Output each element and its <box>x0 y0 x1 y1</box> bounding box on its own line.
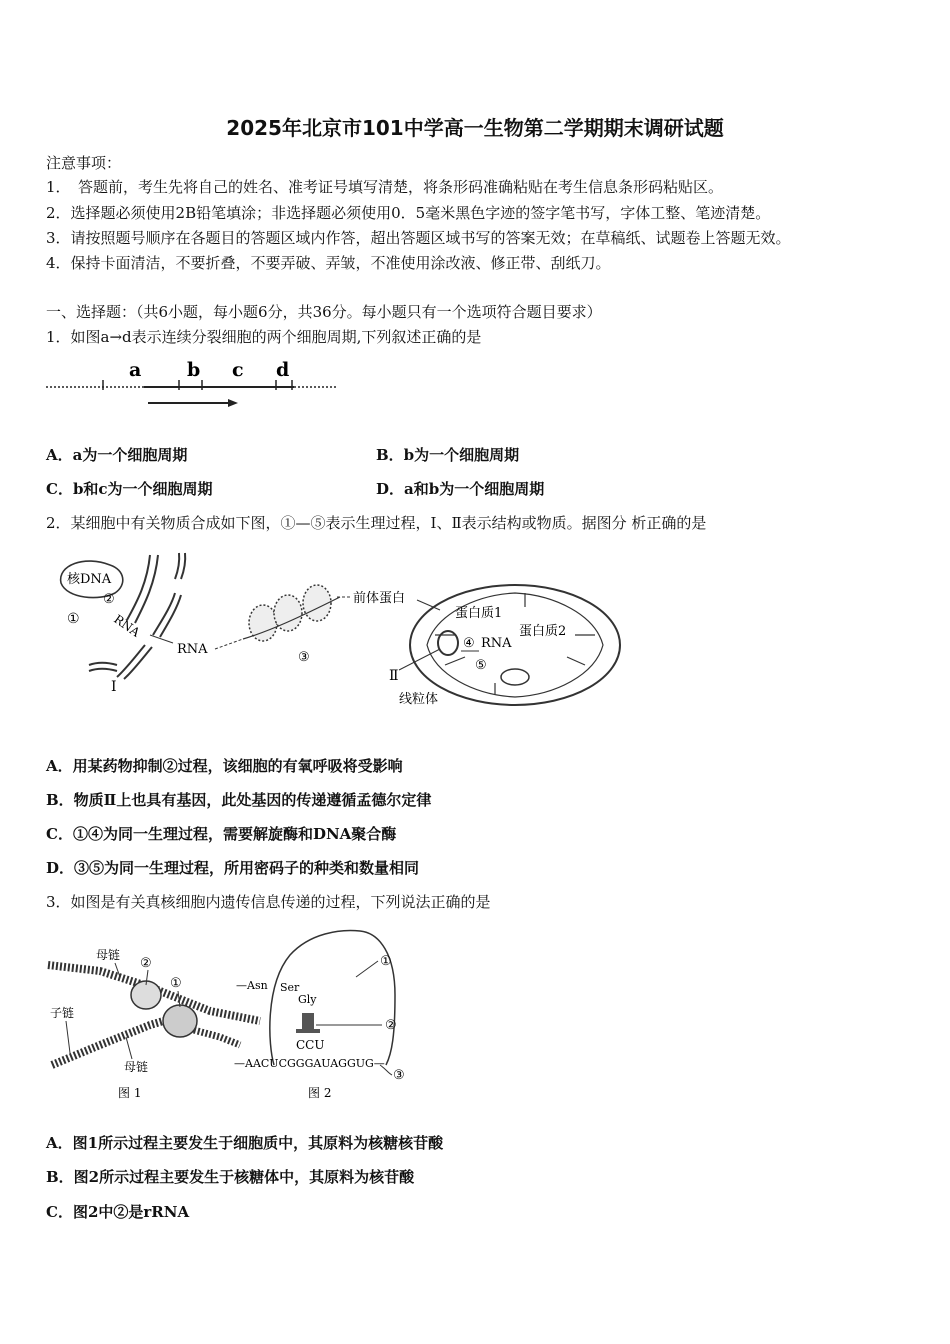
gene-expression-figure <box>40 925 420 1105</box>
label-rna-c: RNA <box>481 636 512 651</box>
notice-item: 1． 答题前，考生先将自己的姓名、准考证号填写清楚，将条形码准确粘贴在考生信息条形码粘贴区。 <box>46 178 724 196</box>
label-process-4: ④ <box>463 636 475 651</box>
question-1-stem: 1．如图a→d表示连续分裂细胞的两个细胞周期,下列叙述正确的是 <box>46 328 482 346</box>
fig2-label-3: ③ <box>393 1068 405 1083</box>
label-b: b <box>187 359 201 381</box>
notice-heading: 注意事项： <box>46 154 122 172</box>
label-nuclear-dna: 核DNA <box>67 572 112 587</box>
notice-item: 2．选择题必须使用2B铅笔填涂；非选择题必须使用0．5毫米黑色字迹的签字笔书写，字体工整、笔迹清楚。 <box>46 204 771 222</box>
label-a: a <box>129 359 142 381</box>
label-structure-ii: Ⅱ <box>389 668 399 684</box>
label-process-5: ⑤ <box>475 658 487 673</box>
notice-item: 4．保持卡面清洁，不要折叠，不要弄破、弄皱，不准使用涂改液、修正带、刮纸刀。 <box>46 254 611 272</box>
label-mrna-sequence: —AACUCGGGAUAGGUG— <box>234 1057 385 1070</box>
label-ser: Ser <box>280 981 300 994</box>
label-process-2: ② <box>103 592 115 607</box>
label-protein-1: 蛋白质1 <box>455 606 503 621</box>
label-mitochondrion: 线粒体 <box>399 692 439 707</box>
label-structure-i: Ⅰ <box>111 679 117 695</box>
section-heading: 一、选择题：（共6小题，每小题6分，共36分。每小题只有一个选项符合题目要求） <box>46 303 602 321</box>
label-circle-1: ① <box>170 976 182 991</box>
fig2-label-2: ② <box>385 1018 397 1033</box>
label-c: c <box>232 359 244 381</box>
label-rna-a: RNA <box>111 611 143 640</box>
notice-item: 3．请按照题号顺序在各题目的答题区域内作答，超出答题区域书写的答案无效；在草稿纸、试题卷上答题无效。 <box>46 229 791 247</box>
q3-option-a[interactable]: A．图1所示过程主要发生于细胞质中，其原料为核糖核苷酸 <box>46 1134 444 1152</box>
protein-synthesis-figure <box>55 545 625 715</box>
label-ccu: CCU <box>296 1038 325 1052</box>
label-process-3: ③ <box>298 650 310 665</box>
q1-option-a[interactable]: A．a为一个细胞周期 <box>46 446 188 464</box>
page-title: 2025年北京市101中学高一生物第二学期期末调研试题 <box>226 116 724 140</box>
label-asn: —Asn <box>236 979 268 992</box>
question-2-stem: 2．某细胞中有关物质合成如下图，①—⑤表示生理过程，Ⅰ、Ⅱ表示结构或物质。据图分 析正确的是 <box>46 514 707 532</box>
fig2-label-1: ① <box>380 954 392 969</box>
q1-option-d[interactable]: D．a和b为一个细胞周期 <box>376 480 545 498</box>
q3-option-b[interactable]: B．图2所示过程主要发生于核糖体中，其原料为核苷酸 <box>46 1168 415 1186</box>
label-d: d <box>276 359 290 381</box>
label-rna-b: RNA <box>177 642 208 657</box>
label-circle-2: ② <box>140 956 152 971</box>
label-precursor: 前体蛋白 <box>353 591 406 606</box>
fig1-caption: 图 1 <box>118 1086 142 1100</box>
label-mother-strand-1: 母链 <box>96 948 121 962</box>
q2-option-b[interactable]: B．物质Ⅱ上也具有基因，此处基因的传递遵循孟德尔定律 <box>46 791 432 809</box>
label-process-1: ① <box>67 611 80 627</box>
fig2-caption: 图 2 <box>308 1086 332 1100</box>
question-3-stem: 3．如图是有关真核细胞内遗传信息传递的过程，下列说法正确的是 <box>46 893 491 911</box>
q2-option-d[interactable]: D．③⑤为同一生理过程，所用密码子的种类和数量相同 <box>46 859 420 877</box>
cell-cycle-figure <box>44 355 344 411</box>
q1-option-b[interactable]: B．b为一个细胞周期 <box>376 446 520 464</box>
label-child-strand: 子链 <box>50 1006 75 1020</box>
q3-option-c[interactable]: C．图2中②是rRNA <box>46 1203 190 1221</box>
label-mother-strand-2: 母链 <box>124 1060 149 1074</box>
label-gly: Gly <box>298 993 317 1006</box>
q2-option-a[interactable]: A．用某药物抑制②过程，该细胞的有氧呼吸将受影响 <box>46 757 403 775</box>
label-protein-2: 蛋白质2 <box>519 624 567 639</box>
q1-option-c[interactable]: C．b和c为一个细胞周期 <box>46 480 213 498</box>
q2-option-c[interactable]: C．①④为同一生理过程，需要解旋酶和DNA聚合酶 <box>46 825 397 843</box>
